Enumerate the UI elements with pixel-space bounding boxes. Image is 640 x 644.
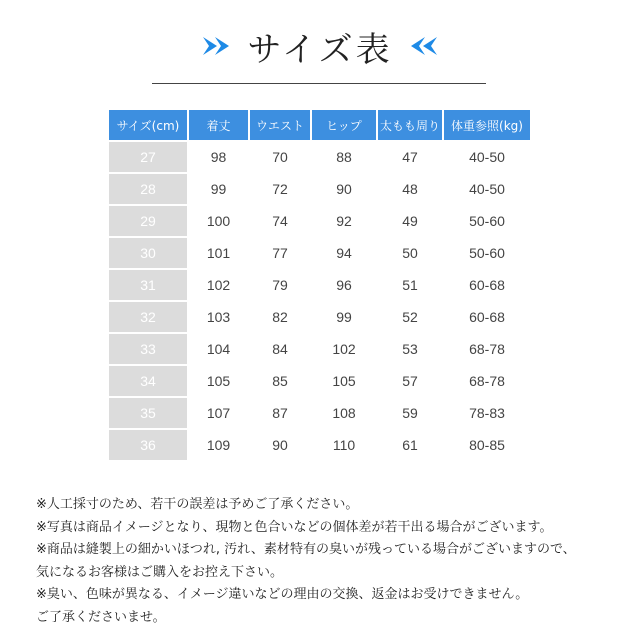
note-line: ※臭い、色味が異なる、イメージ違いなどの理由の交換、返金はお受けできません。 (36, 587, 529, 602)
size-cell: 31 (109, 270, 187, 300)
hip-cell: 99 (336, 309, 352, 325)
note-line: ※商品は縫製上の細かいほつれ, 汚れ、素材特有の臭いが残っている場合がございますので、 (36, 542, 576, 557)
hip-cell: 108 (332, 405, 356, 421)
table-row (109, 334, 530, 364)
table-row (109, 142, 530, 172)
right-arrows-icon (201, 35, 233, 57)
size-table (107, 108, 532, 462)
size-cell: 29 (109, 206, 187, 236)
page-title: サイズ表 (247, 29, 393, 70)
length-cell: 102 (206, 277, 231, 293)
length-cell: 105 (206, 373, 231, 389)
weight-cell: 40-50 (469, 181, 505, 197)
thigh-cell: 52 (402, 309, 418, 325)
hip-cell: 96 (336, 277, 352, 293)
thigh-cell: 49 (402, 213, 418, 229)
size-cell: 28 (109, 174, 187, 204)
size-cell: 32 (109, 302, 187, 332)
hip-cell: 102 (332, 341, 356, 357)
weight-cell: 78-83 (469, 405, 505, 421)
hip-cell: 90 (336, 181, 352, 197)
weight-cell: 50-60 (469, 245, 505, 261)
waist-cell: 87 (272, 405, 288, 421)
thigh-cell: 57 (402, 373, 418, 389)
note-line: ご了承くださいませ。 (36, 609, 166, 625)
waist-cell: 90 (272, 437, 288, 453)
length-cell: 100 (206, 213, 231, 229)
thigh-cell: 51 (402, 277, 418, 293)
notes-block (36, 494, 626, 629)
table-row (109, 270, 530, 300)
note-line: 気になるお客様はご購入をお控え下さい。 (36, 564, 284, 580)
waist-cell: 82 (272, 309, 288, 325)
hip-cell: 88 (336, 149, 352, 165)
waist-cell: 79 (272, 277, 288, 293)
weight-cell: 50-60 (469, 213, 505, 229)
header-waist: ウエスト (250, 110, 310, 140)
waist-cell: 85 (272, 373, 288, 389)
length-cell: 107 (206, 405, 231, 421)
length-cell: 98 (210, 149, 227, 165)
note-line: ※写真は商品イメージとなり、現物と色合いなどの個体差が若干出る場合がございます。 (36, 519, 553, 535)
table-row (109, 366, 530, 396)
table-row (109, 238, 530, 268)
waist-cell: 70 (272, 149, 288, 165)
header-hip: ヒップ (312, 110, 376, 140)
weight-cell: 68-78 (469, 373, 505, 389)
length-cell: 103 (206, 309, 231, 325)
table-row (109, 430, 530, 460)
size-cell: 33 (109, 334, 187, 364)
length-cell: 109 (206, 437, 231, 453)
weight-cell: 60-68 (469, 309, 505, 325)
thigh-cell: 48 (402, 181, 418, 197)
thigh-cell: 53 (402, 341, 418, 357)
weight-cell: 60-68 (469, 277, 505, 293)
title-divider (152, 83, 486, 84)
thigh-cell: 59 (402, 405, 418, 421)
table-row (109, 302, 530, 332)
header-length: 着丈 (189, 110, 248, 140)
waist-cell: 74 (272, 213, 288, 229)
length-cell: 99 (210, 181, 227, 197)
waist-cell: 72 (272, 181, 288, 197)
table-row (109, 398, 530, 428)
hip-cell: 105 (332, 373, 356, 389)
hip-cell: 110 (332, 437, 356, 453)
weight-cell: 80-85 (469, 437, 505, 453)
weight-cell: 68-78 (469, 341, 505, 357)
header-thigh: 太もも周り (378, 110, 442, 140)
hip-cell: 94 (336, 245, 352, 261)
left-arrows-icon (407, 35, 439, 57)
length-cell: 104 (206, 341, 231, 357)
thigh-cell: 47 (402, 149, 418, 165)
size-cell: 30 (109, 238, 187, 268)
hip-cell: 92 (336, 213, 352, 229)
table-header-row (109, 110, 530, 140)
title-bar (0, 22, 640, 70)
length-cell: 101 (206, 245, 231, 261)
weight-cell: 40-50 (469, 149, 505, 165)
header-weight: 体重参照(kg) (444, 110, 530, 140)
waist-cell: 77 (272, 245, 288, 261)
header-size: サイズ(cm) (109, 110, 187, 140)
table-row (109, 206, 530, 236)
thigh-cell: 61 (402, 437, 418, 453)
thigh-cell: 50 (402, 245, 418, 261)
size-cell: 36 (109, 430, 187, 460)
table-row (109, 174, 530, 204)
note-line: ※人工採寸のため、若干の誤差は予めご了承ください。 (36, 497, 359, 512)
size-cell: 35 (109, 398, 187, 428)
size-cell: 27 (109, 142, 187, 172)
size-cell: 34 (109, 366, 187, 396)
waist-cell: 84 (272, 341, 288, 357)
